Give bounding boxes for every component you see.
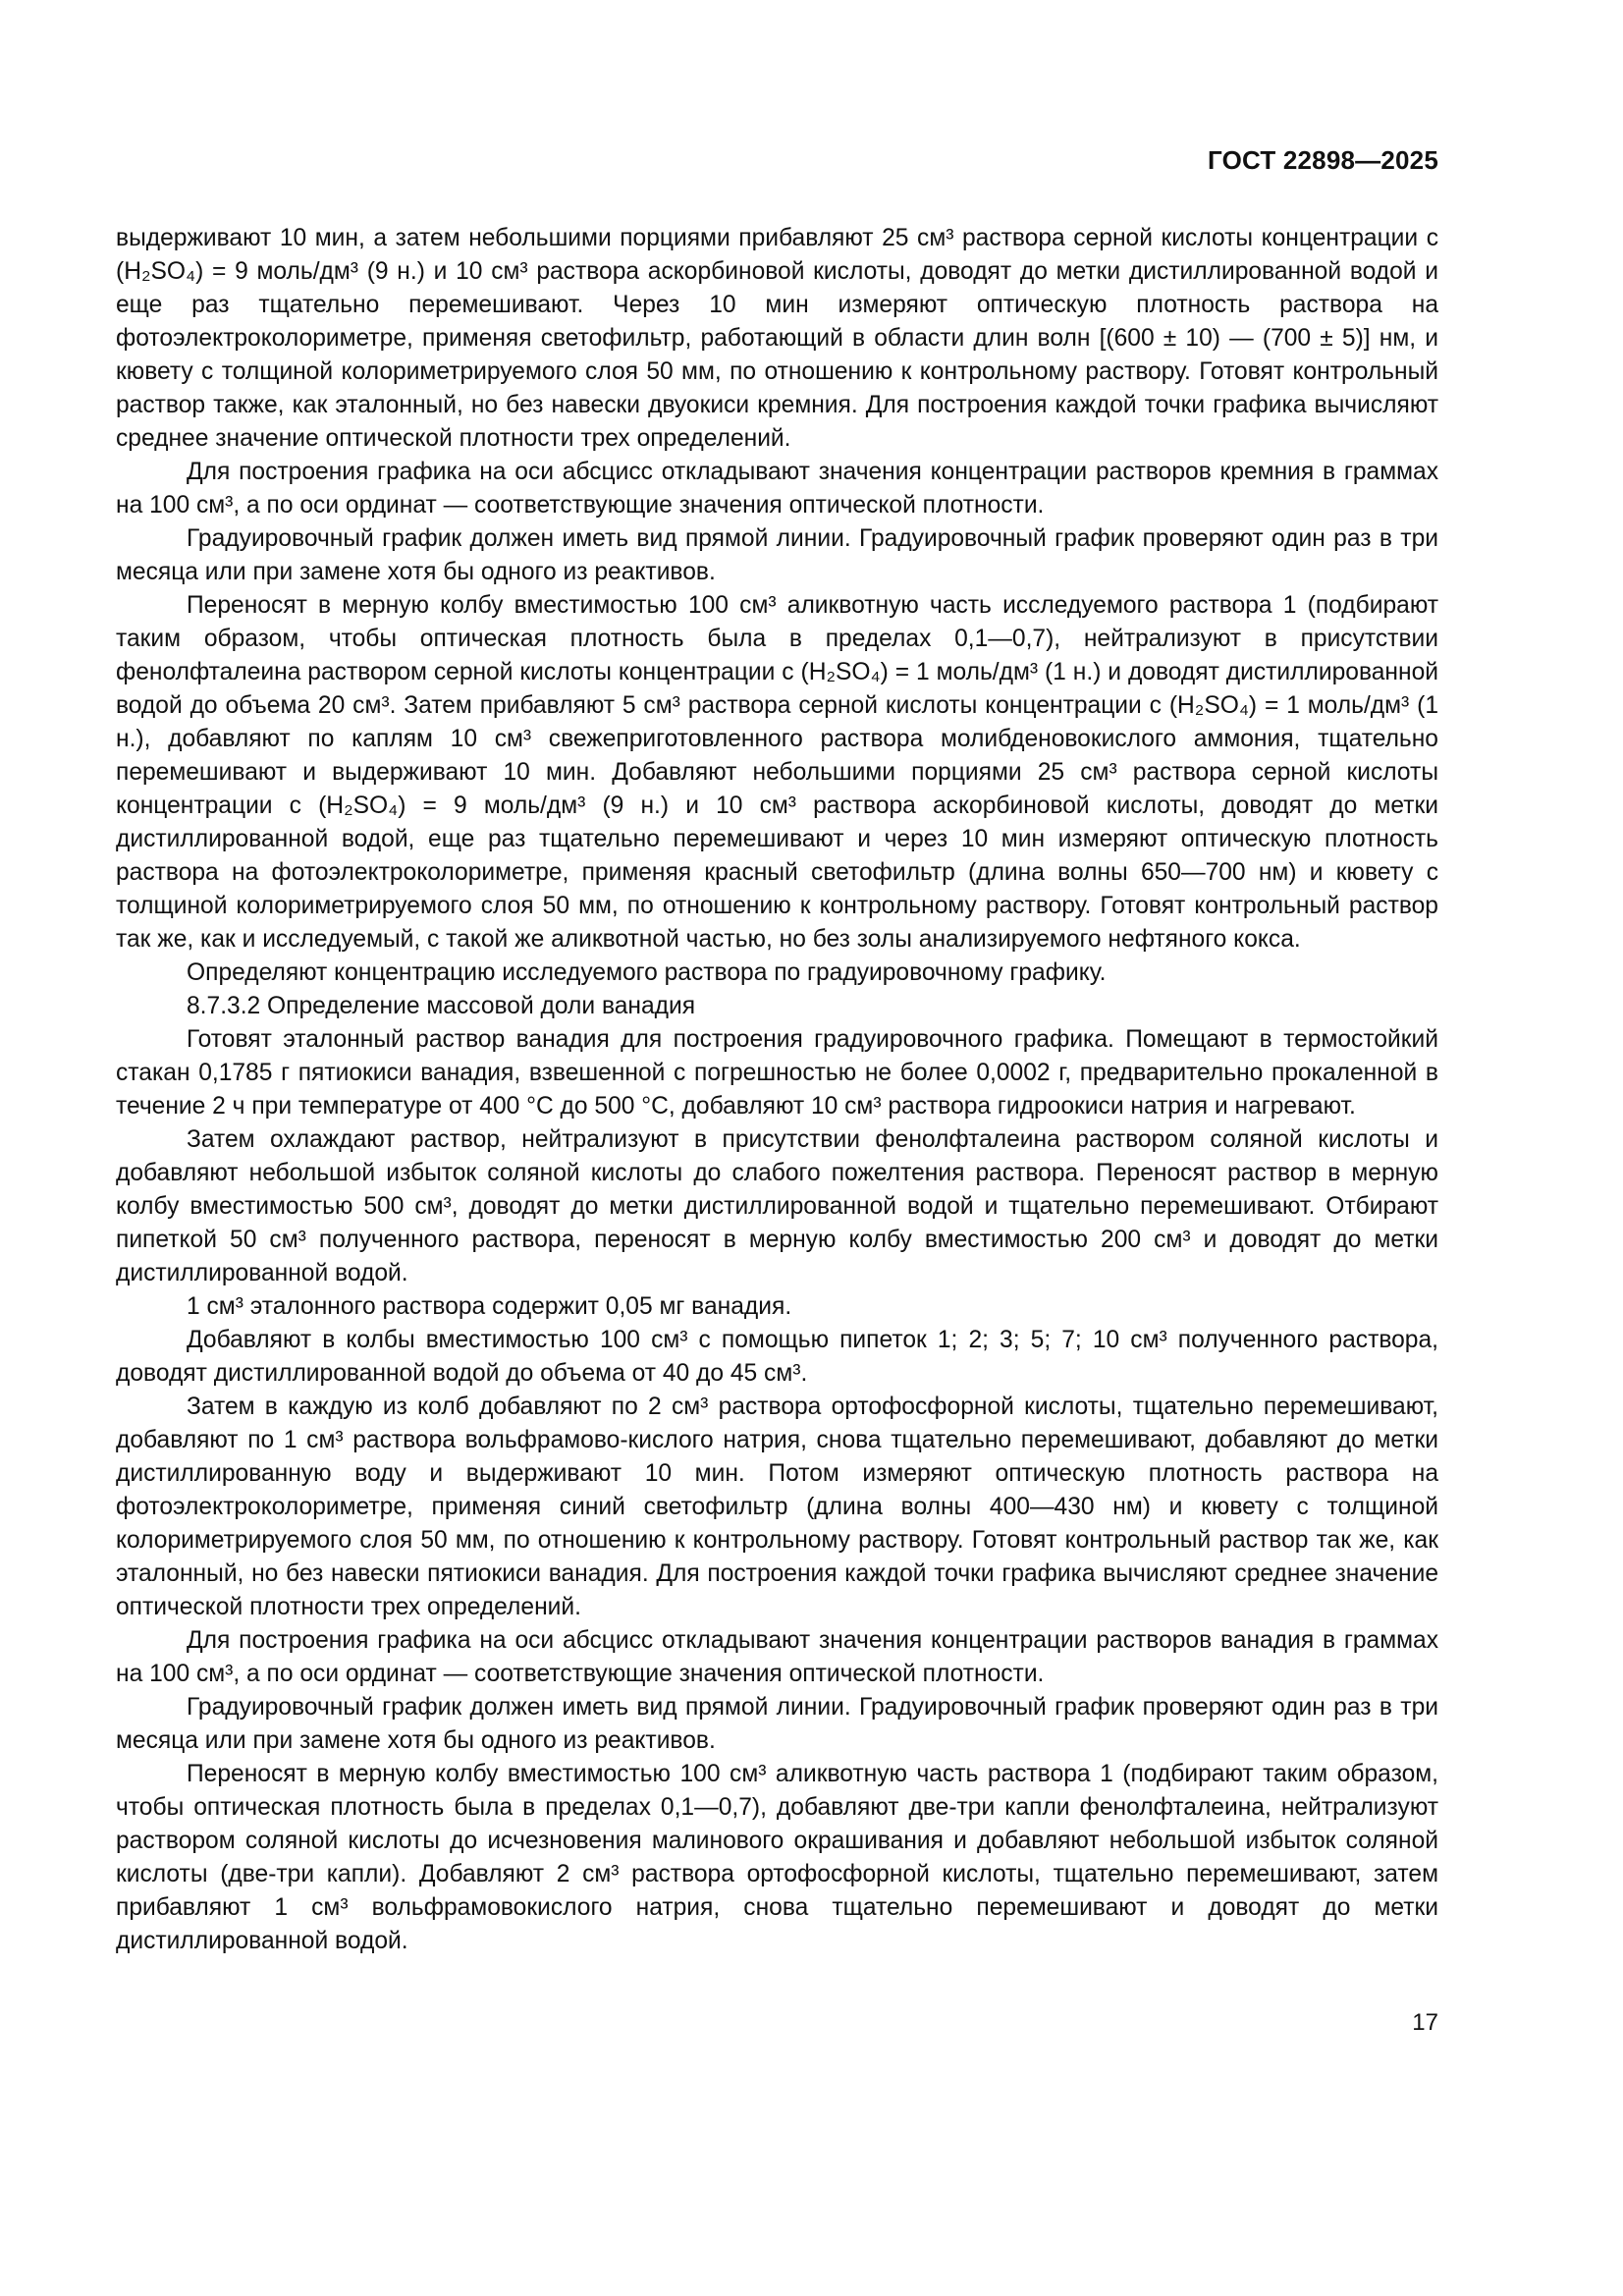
paragraph: Добавляют в колбы вместимостью 100 см³ с помощью пипеток 1; 2; 3; 5; 7; 10 см³ полученного раствора, доводят дистиллированной водой до объема от 40 до 45 см³. (116, 1327, 1438, 1387)
paragraph: Готовят эталонный раствор ванадия для построения градуировочного графика. Помещают в термостойкий стакан 0,1785 г пятиокиси ванадия, взвешенной с погрешностью не более 0,0002 г, предварительно прокаленной в течение 2 ч при температуре от 400 °C до 500 °C, добавляют 10 см³ раствора гидроокиси натрия и нагревают. (116, 1026, 1438, 1120)
paragraph: Затем охлаждают раствор, нейтрализуют в присутствии фенолфталеина раствором соляной кислоты и добавляют небольшой избыток соляной кислоты до слабого пожелтения раствора. Переносят раствор в мерную колбу вместимостью 500 см³, доводят до метки дистиллированной водой и тщательно перемешивают. Отбирают пипеткой 50 см³ полученного раствора, переносят в мерную колбу вместимостью 200 см³ и доводят до метки дистиллированной водой. (116, 1126, 1438, 1286)
page-number: 17 (1412, 2009, 1438, 2036)
document-body (116, 222, 1438, 1958)
paragraph: Градуировочный график должен иметь вид прямой линии. Градуировочный график проверяют один раз в три месяца или при замене хотя бы одного из реактивов. (116, 525, 1438, 585)
paragraph: Переносят в мерную колбу вместимостью 100 см³ аликвотную часть исследуемого раствора 1 (подбирают таким образом, чтобы оптическая плотность была в пределах 0,1—0,7), нейтрализуют в присутствии фенолфталеина раствором серной кислоты концентрации c (H₂SO₄) = 1 моль/дм³ (1 н.) и доводят дистиллированной водой до объема 20 см³. Затем прибавляют 5 см³ раствора серной кислоты концентрации c (H₂SO₄) = 1 моль/дм³ (1 н.), добавляют по каплям 10 см³ свежеприготовленного раствора молибденовокислого аммония, тщательно перемешивают и выдерживают 10 мин. Добавляют небольшими порциями 25 см³ раствора серной кислоты концентрации c (H₂SO₄) = 9 моль/дм³ (9 н.) и 10 см³ раствора аскорбиновой кислоты, доводят до метки дистиллированной водой, еще раз тщательно перемешивают и через 10 мин измеряют оптическую плотность раствора на фотоэлектроколориметре, применяя красный светофильтр (длина волны 650—700 нм) и кювету с толщиной колориметрируемого слоя 50 мм, по отношению к контрольному раствору. Готовят контрольный раствор так же, как и исследуемый, с такой же аликвотной частью, но без золы анализируемого нефтяного кокса. (116, 592, 1438, 953)
paragraph: Градуировочный график должен иметь вид прямой линии. Градуировочный график проверяют один раз в три месяца или при замене хотя бы одного из реактивов. (116, 1694, 1438, 1754)
paragraph: Определяют концентрацию исследуемого раствора по градуировочному графику. (187, 959, 1107, 986)
paragraph: 1 см³ эталонного раствора содержит 0,05 мг ванадия. (187, 1293, 792, 1320)
paragraph: выдерживают 10 мин, а затем небольшими порциями прибавляют 25 см³ раствора серной кислоты концентрации c (H₂SO₄) = 9 моль/дм³ (9 н.) и 10 см³ раствора аскорбиновой кислоты, доводят до метки дистиллированной водой и еще раз тщательно перемешивают. Через 10 мин измеряют оптическую плотность раствора на фотоэлектроколориметре, применяя светофильтр, работающий в области длин волн [(600 ± 10) — (700 ± 5)] нм, и кювету с толщиной колориметрируемого слоя 50 мм, по отношению к контрольному раствору. Готовят контрольный раствор также, как эталонный, но без навески двуокиси кремния. Для построения каждой точки графика вычисляют среднее значение оптической плотности трех определений. (116, 225, 1438, 452)
paragraph: Для построения графика на оси абсцисс откладывают значения концентрации растворов ванадия в граммах на 100 см³, а по оси ординат — соответствующие значения оптической плотности. (116, 1627, 1438, 1687)
section-heading: 8.7.3.2 Определение массовой доли ванадия (187, 993, 696, 1019)
paragraph: Переносят в мерную колбу вместимостью 100 см³ аликвотную часть раствора 1 (подбирают таким образом, чтобы оптическая плотность была в пределах 0,1—0,7), добавляют две-три капли фенолфталеина, нейтрализуют раствором соляной кислоты до исчезновения малинового окрашивания и добавляют небольшой избыток соляной кислоты (две-три капли). Добавляют 2 см³ раствора ортофосфорной кислоты, тщательно перемешивают, затем прибавляют 1 см³ вольфрамовокислого натрия, снова тщательно перемешивают и доводят до метки дистиллированной водой. (116, 1761, 1438, 1954)
document-header: ГОСТ 22898—2025 (1208, 145, 1438, 175)
paragraph: Для построения графика на оси абсцисс откладывают значения концентрации растворов кремния в граммах на 100 см³, а по оси ординат — соответствующие значения оптической плотности. (116, 459, 1438, 519)
paragraph: Затем в каждую из колб добавляют по 2 см³ раствора ортофосфорной кислоты, тщательно перемешивают, добавляют по 1 см³ раствора вольфрамово-кислого натрия, снова тщательно перемешивают, добавляют до метки дистиллированную воду и выдерживают 10 мин. Потом измеряют оптическую плотность раствора на фотоэлектроколориметре, применяя синий светофильтр (длина волны 400—430 нм) и кювету с толщиной колориметрируемого слоя 50 мм, по отношению к контрольному раствору. Готовят контрольный раствор так же, как эталонный, но без навески пятиокиси ванадия. Для построения каждой точки графика вычисляют среднее значение оптической плотности трех определений. (116, 1394, 1438, 1620)
